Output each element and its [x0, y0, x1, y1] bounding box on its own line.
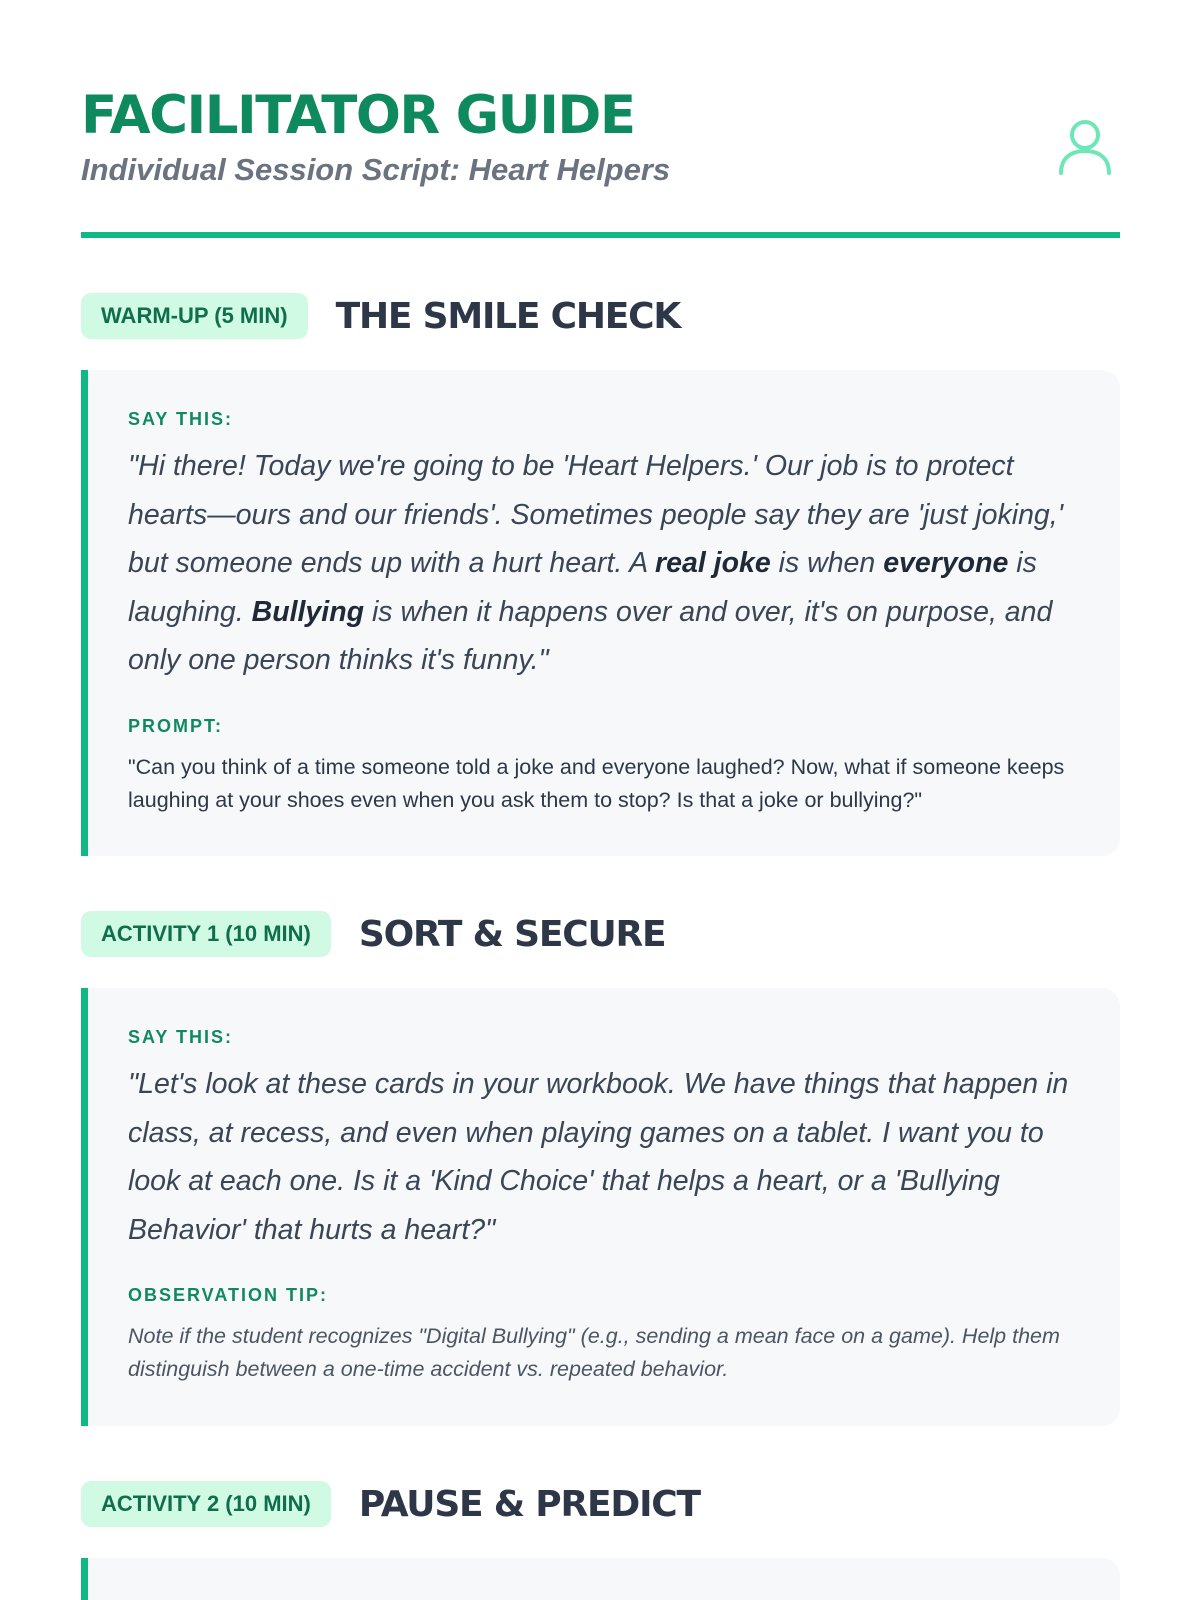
- time-badge: ACTIVITY 1 (10 MIN): [81, 911, 331, 957]
- page-subtitle: Individual Session Script: Heart Helpers: [81, 152, 671, 187]
- say-this-label: SAY THIS:: [128, 1027, 234, 1047]
- emphasis-everyone: everyone: [883, 547, 1009, 579]
- section-title: SORT & SECURE: [358, 913, 666, 955]
- say-this-label: SAY THIS:: [128, 409, 234, 429]
- emphasis-bullying: Bullying: [251, 595, 365, 628]
- section-header: [81, 1480, 1100, 1528]
- say-this-text: "Let's look at these cards in your workbook. We have things that happen in class, at recess, and even when playing games on a tablet. I want you to look at each one. Is it a 'Kind Choice' that helps a heart, or a 'Bullying Behavior' that hurts a heart?": [128, 1068, 1069, 1246]
- page-title: FACILITATOR GUIDE: [81, 85, 635, 146]
- script-card: [81, 1558, 1120, 1600]
- time-badge: WARM-UP (5 MIN): [81, 293, 308, 339]
- section-header: [81, 292, 1100, 340]
- section-activity-2: [81, 1480, 1100, 1600]
- time-badge: ACTIVITY 2 (10 MIN): [81, 1481, 331, 1527]
- section-activity-1: [81, 910, 1100, 1426]
- section-title: THE SMILE CHECK: [335, 295, 681, 337]
- emphasis-real-joke: real joke: [655, 547, 771, 579]
- prompt-text: "Can you think of a time someone told a joke and everyone laughed? Now, what if someone keeps laughing at your shoes even when you ask them to stop? Is that a joke or bullying?": [128, 754, 1065, 812]
- section-title: PAUSE & PREDICT: [358, 1483, 700, 1525]
- observation-tip-text: Note if the student recognizes "Digital Bullying" (e.g., sending a mean face on a game). Help them distinguish between a one-time accident vs. repeated behavior.: [128, 1324, 1060, 1381]
- script-card: [81, 370, 1120, 856]
- observation-tip-label: OBSERVATION TIP:: [128, 1285, 329, 1305]
- page-header: [81, 0, 1120, 238]
- script-card: [81, 988, 1120, 1426]
- say-this-text: "Hi there! Today we're going to be 'Heart Helpers.' Our job is to protect hearts—ours and our friends'. Sometimes people say they are 'just joking,' but someone ends up with a hurt heart. A real joke is when everyone is laughing. Bullying is when it happens over and over, it's on purpose, and only one person thinks it's funny.": [128, 450, 1064, 676]
- prompt-label: PROMPT:: [128, 715, 223, 736]
- section-header: [81, 910, 1100, 958]
- user-icon[interactable]: [1058, 118, 1112, 176]
- section-warm-up: [81, 292, 1100, 856]
